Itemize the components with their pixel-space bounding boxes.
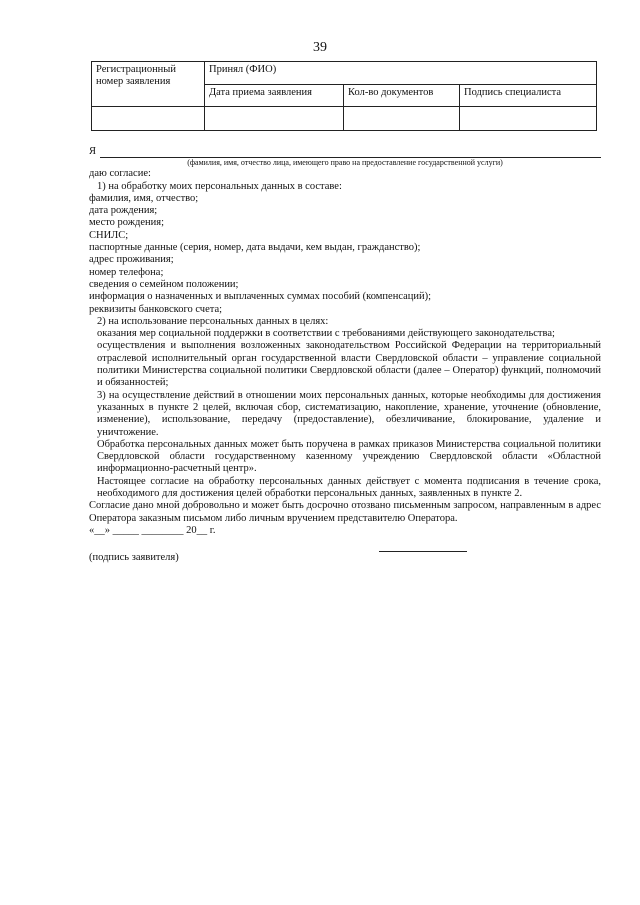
doc-count-label: Кол-во документов: [344, 84, 460, 107]
voluntary-paragraph: Согласие дано мной добровольно и может быть досрочно отозвано письменным запросом, направленным в адрес Оператора заказным письмом либо личным вручением представителю Оператора.: [89, 500, 601, 524]
processing-paragraph: Обработка персональных данных может быть поручена в рамках приказов Министерства социальной политики Свердловской области государственному казенному учреждению Свердловской области «Областной информационно-расчетный центр».: [97, 438, 601, 475]
consent-item-3: 3) на осуществление действий в отношении моих персональных данных, которые необходимы для достижения указанных в пункте 2 целей, включая сбор, систематизацию, накопление, хранение, уточнение (обновление, изменение), использование, передачу (предоставление), обезличивание, блокирование, удаление и уничтожение.: [97, 389, 601, 438]
validity-paragraph: Настоящее согласие на обработку персональных данных действует с момента подписания в течение срока, необходимого для достижения целей обработки персональных данных, заявленных в пункте 2.: [97, 475, 601, 500]
ya-label: Я: [89, 146, 97, 157]
purpose-2: осуществления и выполнения возложенных законодательством Российской Федерации на территориальный отраслевой исполнительный орган государственной власти Свердловской области – управление социальной политики Министерства социальной политики Свердловской области (далее – Оператор) функций, полномочий и обязанностей;: [97, 340, 601, 389]
reg-number-cell[interactable]: [92, 107, 205, 131]
applicant-name-line: [89, 146, 601, 158]
accepted-by-label: Принял (ФИО): [205, 62, 597, 85]
applicant-name-field[interactable]: [100, 147, 601, 158]
date-field[interactable]: «__» _____ ________ 20__ г.: [89, 524, 216, 536]
data-item: фамилия, имя, отчество;: [89, 192, 199, 204]
specialist-signature-cell[interactable]: [460, 107, 597, 131]
date-received-label: Дата приема заявления: [205, 84, 344, 107]
data-item: реквизиты банковского счета;: [89, 303, 223, 315]
consent-intro: даю согласие:: [89, 168, 151, 180]
page-number: 39: [313, 40, 327, 55]
purpose-1: оказания мер социальной поддержки в соответствии с требованиями действующего законодательства;: [97, 328, 555, 340]
data-item: паспортные данные (серия, номер, дата выдачи, кем выдан, гражданство);: [89, 242, 421, 254]
specialist-signature-label: Подпись специалиста: [460, 84, 597, 107]
data-item: дата рождения;: [89, 205, 158, 217]
consent-item-1: 1) на обработку моих персональных данных в составе:: [97, 180, 342, 192]
consent-item-2: 2) на использование персональных данных в целях:: [97, 315, 329, 327]
data-item: адрес проживания;: [89, 254, 174, 266]
data-item: информация о назначенных и выплаченных суммах пособий (компенсаций);: [89, 291, 432, 303]
reg-number-label: Регистрационный номер заявления: [92, 62, 205, 107]
date-received-cell[interactable]: [205, 107, 344, 131]
data-item: номер телефона;: [89, 266, 164, 278]
signature-caption: (подпись заявителя): [89, 552, 179, 564]
registration-table: [91, 61, 597, 131]
data-item: место рождения;: [89, 217, 165, 229]
name-caption: (фамилия, имя, отчество лица, имеющего право на предоставление государственной услуги): [187, 158, 503, 168]
data-item: сведения о семейном положении;: [89, 278, 239, 290]
doc-count-cell[interactable]: [344, 107, 460, 131]
data-item: СНИЛС;: [89, 229, 129, 241]
consent-declaration: [89, 146, 601, 565]
